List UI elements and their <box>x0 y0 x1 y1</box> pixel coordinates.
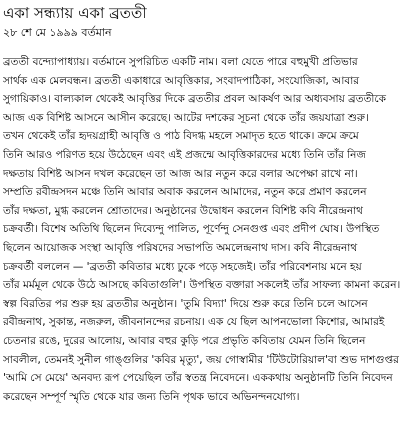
body-line: তাঁর মর্মমূল থেকে উঠে আসছে কবিতাগুলি'। উপস্থিত বক্তারা সকলেই তাঁর সাফল্য কামনা করেন। <box>3 279 401 292</box>
article-body <box>3 53 401 406</box>
body-line: তিনি আরও পরিণত হয়ে উঠেছেন এবং এই প্রজন্মে আবৃত্তিকারদের মধ্যে তিনি তাঁর নিজ <box>3 148 366 161</box>
body-line: সুগায়িকাও। বাল্যকাল থেকেই আবৃত্তির দিকে ব্রততীর প্রবল আকর্ষণ আর অধ্যবসায় ব্রততীকে <box>3 93 386 106</box>
body-line: ব্রততী বন্দ্যোপাধ্যায়। বর্তমানে সুপরিচিত একটি নাম। বলা যেতে পারে বহুমুখী প্রতিভার <box>3 56 358 68</box>
body-line: তাঁর দক্ষতা, মুগ্ধ করলেন শ্রোতাদের। অনুষ্ঠানের উদ্বোধন করলেন বিশিষ্ট কবি নীরেন্দ্রনাথ <box>3 204 363 217</box>
body-line: সম্প্রতি রবীন্দ্রসদন মঞ্চে তিনি আবার অবাক করলেন আমাদের, নতুন করে প্রমাণ করলেন <box>3 186 367 199</box>
body-line: সার্থক এক মেলবন্ধন। ব্রততী একাধারে আবৃত্তিকার, সংবাদপাঠিকা, সংযোজিকা, আবার <box>3 74 360 87</box>
body-line: ছিলেন আয়োজক সংস্থা আবৃত্তি পরিষদের সভাপতি অমলেন্দ্রনাথ দাস। কবি নীরেন্দ্রনাথ <box>3 241 358 254</box>
body-line: স্বল্প বিরতির পর শুরু হয় ব্রততীর অনুষ্ঠান। 'তুমি বিদ্যা' দিয়ে শুরু করে তিনি চলে আসেন <box>3 297 368 310</box>
body-line: চক্রবর্তী। বিশেষ অতিথি ছিলেন দিব্যেন্দু পালিত, পূর্ণেন্দু সেনগুপ্ত এবং প্রদীপ ঘোষ। উপস্থিত <box>3 223 380 236</box>
body-line: রবীন্দ্রনাথ, সুকান্ত, নজরুল, জীবনানন্দের রচনায়। এক যে ছিল আপনভোলা কিশোর, আমারই <box>3 316 385 329</box>
body-line: করেছেন সম্পূর্ণ স্মৃতি থেকে যার জন্য তিনি পৃথক ভাবে অভিনন্দনযোগ্য। <box>3 390 300 403</box>
body-line: দক্ষতায় বিশিষ্ট আসন দখল করেছেন তা আজ আর নতুন করে বলার অপেক্ষা রাখে না। <box>3 167 358 180</box>
body-line: চক্রবর্তী বললেন — 'ব্রততী কবিতার মধ্যে ঢুকে পড়ে সহজেই। তাঁর পরিবেশনায় মনে হয় <box>3 260 362 273</box>
body-line: সাবলীল, তেমনই সুনীল গাঙ্গুলির 'কবির মৃত্যু', জয় গোস্বামীর 'টিউটোরিয়াল'বা শুভ দাশগুপ্তর <box>3 353 399 366</box>
body-line: আজ এক বিশিষ্ট আসনে আসীন করেছে। আটের দশকের সূচনা থেকে তাঁর জয়যাত্রা শুরু। <box>3 111 369 124</box>
article-headline: একা সন্ধ্যায় একা ব্রততী <box>3 4 147 22</box>
body-line: চেতনার রঙে, দুরের আলোয়, আবার বহুর কুড়ি পরে প্রভৃতি কবিতায় যেমন তিনি ছিলেন <box>3 334 366 347</box>
body-line: 'আমি সে মেয়ে' অনবদ্য রূপ পেয়েছিল তাঁর স্বতন্ত্র নিবেদনে। এককথায় অনুষ্ঠানটি তিনি নিবেদন <box>3 372 393 385</box>
body-line: তখন থেকেই তাঁর হৃদয়গ্রাহী আবৃত্তি ও পাঠ বিদগ্ধ মহলে সমাদৃত হতে থাকে। ক্রমে ক্রমে <box>3 130 359 143</box>
article-dateline: ২৮ শে মে ১৯৯৯ বর্তমান <box>3 26 112 39</box>
